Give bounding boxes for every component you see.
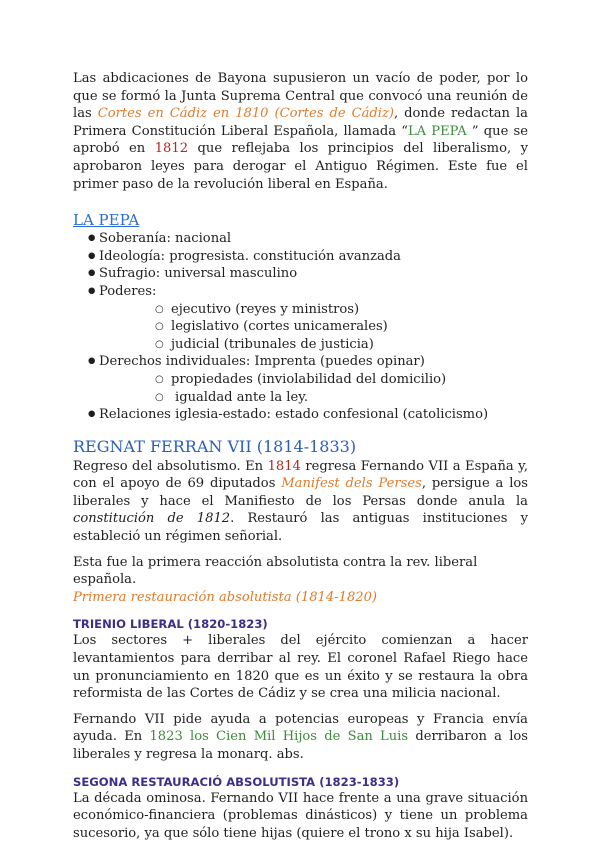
document-page [73, 70, 528, 842]
derechos-label: Derechos individuales: Imprenta (puedes opinar) [99, 354, 425, 370]
intro-paragraph [73, 70, 528, 193]
sublist-item-ejecutivo: ○ ejecutivo (reyes y ministros) [99, 301, 528, 319]
regnat-text: . Restauró las antiguas instituciones y estableció un régimen señorial. [73, 511, 528, 545]
list-item-sufragio: ● Sufragio: universal masculino [73, 265, 528, 283]
primera-reaccion-text: Esta fue la primera reacción absolutista contra la rev. liberal española. [73, 554, 478, 588]
intro-text: ” que se aprobó en [73, 123, 528, 157]
segona-paragraph: La década ominosa. Fernando VII hace frente a una grave situación económico-financiera (problemas dinásticos) y tiene un problema sucesorio, ya que sólo tiene hijas (quiere el trono x su hija Isabel). [73, 790, 528, 841]
list-item-ideologia: ● Ideología: progresista. constitución avanzada [73, 248, 528, 266]
sublist-item-propiedades: ○ propiedades (inviolabilidad del domicilio) [99, 371, 528, 389]
regnat-text: , persigue a los liberales y hace el Manifiesto de los Persas donde anula la [73, 476, 528, 509]
constitucion-italic: constitución de 1812 [73, 511, 231, 527]
segona-heading: SEGONA RESTAURACIÓ ABSOLUTISTA (1823-1833) [73, 774, 400, 789]
primera-reaccion-paragraph [73, 554, 528, 607]
intro-text: que reflejaba los principios del liberalismo, y aprobaron leyes para derogar el Antiguo Régimen. Este fue el primer paso de la revolución liberal en España. [73, 141, 528, 192]
derechos-sublist [99, 371, 528, 406]
la-pepa-link[interactable]: LA PEPA [73, 211, 140, 230]
cien-mil-hijos-highlight: 1823 los Cien Mil Hijos de San Luis [149, 729, 409, 745]
sublist-item-legislativo: ○ legislativo (cortes unicamerales) [99, 318, 528, 336]
regnat-paragraph [73, 458, 528, 546]
la-pepa-heading[interactable] [73, 210, 528, 230]
list-item-poderes [73, 283, 528, 353]
sublist-item-igualdad [99, 389, 528, 407]
trienio-paragraph-1: Los sectores + liberales del ejército comienzan a hacer levantamientos para derribar al rey. El coronel Rafael Riego hace un pronunciamiento en 1820 que es un éxito y se restaura la obra reformista de las Cortes de Cádiz y se crea una milicia nacional. [73, 633, 528, 702]
regnat-text: regresa Fernando VII a España y, con el apoyo de 69 diputados [73, 458, 529, 492]
list-item-relaciones: ● Relaciones iglesia-estado: estado confesional (catolicismo) [73, 406, 528, 424]
trienio-text: derribaron a los liberales y regresa la monarq. abs. [73, 729, 528, 762]
trienio-text: Fernando VII pide ayuda a potencias europeas y Francia envía ayuda. En [73, 711, 528, 745]
regnat-text: Regreso del absolutismo. En [73, 458, 268, 474]
list-item-derechos [73, 353, 528, 406]
igualdad-text: igualdad ante la ley. [175, 389, 309, 405]
poderes-label: Poderes: [99, 283, 157, 299]
intro-text: , donde redactan la Primera Constitución Liberal Española, llamada “ [73, 106, 528, 139]
cortes-de-cadiz-highlight: Cortes en Cádiz en 1810 (Cortes de Cádiz) [97, 106, 394, 122]
poderes-sublist [99, 301, 528, 354]
intro-text: Las abdicaciones de Bayona supusieron un vacío de poder, por lo que se formó la Junta Suprema Central que convocó una reunión de las [73, 71, 528, 122]
primera-restauracion-highlight: Primera restauración absolutista (1814-1820) [73, 589, 378, 605]
la-pepa-highlight: LA PEPA [407, 123, 467, 139]
year-1812-highlight: 1812 [154, 141, 189, 157]
year-1814-highlight: 1814 [267, 458, 301, 474]
regnat-heading: REGNAT FERRAN VII (1814-1833) [73, 436, 357, 456]
sublist-item-judicial: ○ judicial (tribunales de justicia) [99, 336, 528, 354]
la-pepa-list [73, 230, 528, 424]
trienio-paragraph-2 [73, 711, 528, 764]
trienio-heading: TRIENIO LIBERAL (1820-1823) [73, 617, 268, 632]
list-item-soberania: ● Soberanía: nacional [73, 230, 528, 248]
manifest-perses-highlight: Manifest dels Perses [281, 476, 422, 492]
